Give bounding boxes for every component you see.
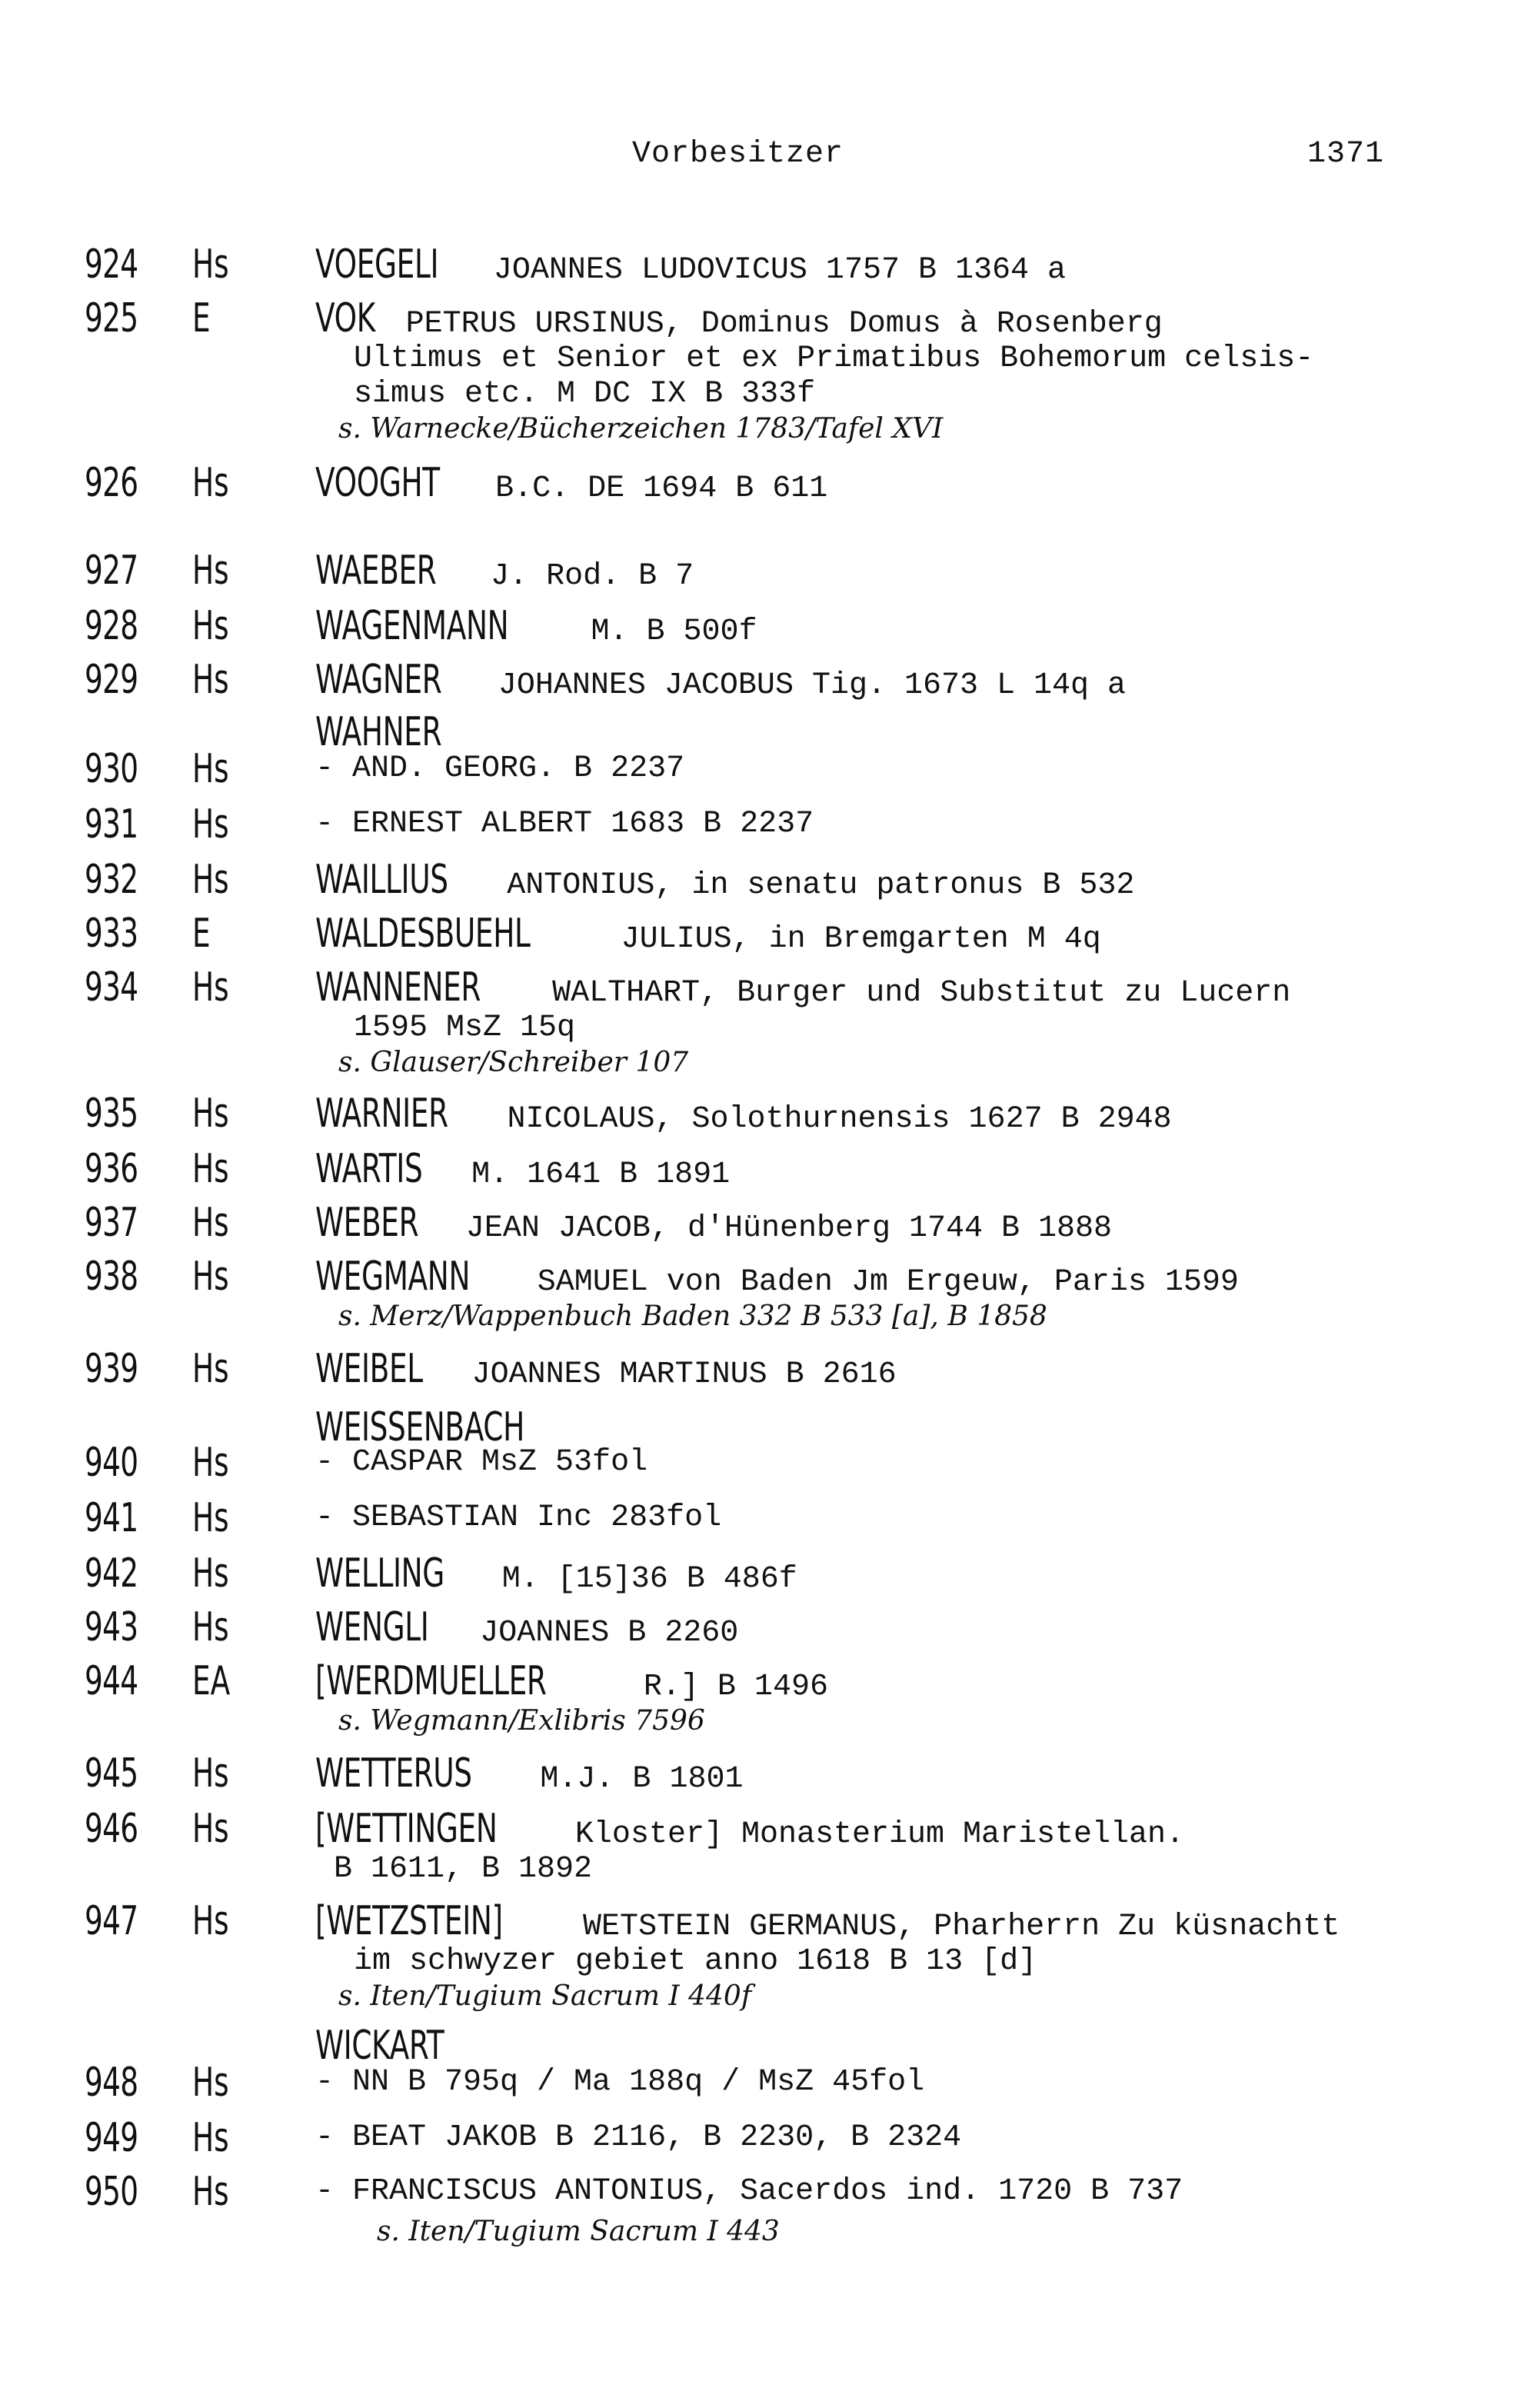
entry-type: Hs [192, 746, 229, 792]
owner-name: WARTIS [315, 1146, 423, 1192]
entry-number: 930 [85, 746, 138, 792]
owner-details: ANTONIUS, in senatu patronus B 532 [488, 868, 1135, 903]
owner-details: J. Rod. B 7 [472, 559, 694, 594]
entry-type: E [192, 911, 211, 957]
owner-name: WENGLI [315, 1604, 429, 1650]
owner-details: M. B 500f [572, 614, 757, 649]
entry-number: 940 [85, 1440, 138, 1486]
owner-details: JOANNES LUDOVICUS 1757 B 1364 a [474, 253, 1066, 288]
owner-name: WAGNER [315, 657, 442, 703]
entry-number: 935 [85, 1091, 138, 1137]
owner-details: - FRANCISCUS ANTONIUS, Sacerdos ind. 1720 B 737 [315, 2174, 1183, 2209]
reference-note: s. Wegmann/Exlibris 7596 [338, 1705, 705, 1737]
running-header-title: Vorbesitzer [632, 137, 844, 172]
entry-type: Hs [192, 1898, 229, 1944]
entry-type: Hs [192, 2169, 229, 2215]
entry-number: 939 [85, 1346, 138, 1392]
entry-number: 947 [85, 1898, 138, 1944]
owner-details: - BEAT JAKOB B 2116, B 2230, B 2324 [315, 2120, 962, 2155]
entry-type: Hs [192, 548, 229, 594]
entry-type: Hs [192, 1440, 229, 1486]
entry-type: Hs [192, 964, 229, 1011]
owner-details: JOHANNES JACOBUS Tig. 1673 L 14q a [479, 668, 1127, 703]
owner-name: WELLING [315, 1550, 444, 1597]
reference-note: s. Warnecke/Bücherzeichen 1783/Tafel XVI [338, 413, 944, 445]
entry-number: 948 [85, 2060, 138, 2106]
entry-type: E [192, 295, 211, 341]
entry-number: 929 [85, 657, 138, 703]
entry-type: Hs [192, 603, 229, 649]
continuation-line: B 1611, B 1892 [334, 1852, 593, 1887]
entry-type: Hs [192, 1091, 229, 1137]
entry-number: 938 [85, 1254, 138, 1300]
entry-number: 934 [85, 964, 138, 1011]
owner-details: - NN B 795q / Ma 188q / MsZ 45fol [315, 2065, 925, 2100]
owner-details: M.J. B 1801 [521, 1762, 744, 1797]
owner-name: WARNIER [315, 1091, 448, 1137]
reference-note: s. Merz/Wappenbuch Baden 332 B 533 [a], B 1858 [338, 1301, 1047, 1332]
entry-number: 945 [85, 1750, 138, 1797]
owner-details: WALTHART, Burger und Substitut zu Lucern [534, 976, 1291, 1011]
entry-type: Hs [192, 657, 229, 703]
entry-type: EA [192, 1658, 231, 1704]
entry-number: 946 [85, 1806, 138, 1852]
owner-name: WAILLIUS [315, 857, 448, 903]
owner-details: R.] B 1496 [624, 1670, 828, 1704]
entry-number: 932 [85, 857, 138, 903]
owner-details: - ERNEST ALBERT 1683 B 2237 [315, 807, 814, 841]
owner-details: Kloster] Monasterium Maristellan. [556, 1817, 1185, 1852]
entry-type: Hs [192, 1495, 229, 1541]
group-heading-weissenbach: WEISSENBACH [315, 1404, 524, 1450]
entry-number: 924 [85, 241, 138, 288]
entry-type: Hs [192, 1750, 229, 1797]
entry-number: 931 [85, 801, 138, 848]
owner-details: B.C. DE 1694 B 611 [477, 471, 828, 506]
owner-details: SAMUEL von Baden Jm Ergeuw, Paris 1599 [518, 1265, 1239, 1300]
owner-name: [WETZSTEIN] [315, 1898, 503, 1944]
owner-name: [WETTINGEN [315, 1806, 498, 1852]
owner-details: JOANNES B 2260 [461, 1616, 739, 1650]
owner-details: JULIUS, in Bremgarten M 4q [602, 922, 1101, 957]
owner-details: M. [15]36 B 486f [483, 1562, 797, 1597]
entry-number: 944 [85, 1658, 138, 1704]
reference-note: s. Glauser/Schreiber 107 [338, 1047, 689, 1078]
entry-number: 927 [85, 548, 138, 594]
owner-name: VOK [315, 295, 375, 341]
entry-type: Hs [192, 1254, 229, 1300]
entry-type: Hs [192, 801, 229, 848]
continuation-line: 1595 MsZ 15q [354, 1011, 576, 1045]
entry-type: Hs [192, 2060, 229, 2106]
owner-name: WEBER [315, 1200, 419, 1246]
owner-details: WETSTEIN GERMANUS, Pharherrn Zu küsnachtt [564, 1910, 1340, 1944]
continuation-line: Ultimus et Senior et ex Primatibus Bohemorum celsis- [354, 341, 1314, 376]
entry-number: 933 [85, 911, 138, 957]
owner-name: [WERDMUELLER [315, 1658, 547, 1704]
owner-name: WAEBER [315, 548, 437, 594]
entry-type: Hs [192, 1550, 229, 1597]
owner-details: JEAN JACOB, d'Hünenberg 1744 B 1888 [447, 1211, 1113, 1246]
owner-name: WEGMANN [315, 1254, 471, 1300]
owner-name: WAGENMANN [315, 603, 509, 649]
owner-name: WALDESBUEHL [315, 911, 531, 957]
owner-name: WETTERUS [315, 1750, 472, 1797]
owner-name: VOOGHT [315, 460, 440, 506]
owner-details: - CASPAR MsZ 53fol [315, 1445, 648, 1480]
owner-details: M. 1641 B 1891 [453, 1157, 731, 1192]
entry-number: 936 [85, 1146, 138, 1192]
entry-number: 925 [85, 295, 138, 341]
owner-name: WANNENER [315, 964, 481, 1011]
entry-number: 928 [85, 603, 138, 649]
entry-number: 949 [85, 2115, 138, 2161]
owner-details: - SEBASTIAN Inc 283fol [315, 1500, 722, 1535]
entry-type: Hs [192, 1346, 229, 1392]
entry-type: Hs [192, 1806, 229, 1852]
group-heading-wickart: WICKART [315, 2023, 444, 2069]
owner-name: VOEGELI [315, 241, 439, 288]
reference-note: s. Iten/Tugium Sacrum I 443 [377, 2216, 780, 2247]
entry-type: Hs [192, 857, 229, 903]
entry-number: 943 [85, 1604, 138, 1650]
entry-type: Hs [192, 460, 229, 506]
page-number: 1371 [1307, 137, 1385, 172]
continuation-line: simus etc. M DC IX B 333f [354, 377, 816, 411]
owner-details: JOANNES MARTINUS B 2616 [453, 1357, 897, 1392]
entry-type: Hs [192, 2115, 229, 2161]
owner-name: WEIBEL [315, 1346, 423, 1392]
continuation-line: im schwyzer gebiet anno 1618 B 13 [d] [354, 1944, 1037, 1979]
entry-number: 926 [85, 460, 138, 506]
reference-note: s. Iten/Tugium Sacrum I 440f [338, 1980, 752, 2012]
entry-number: 950 [85, 2169, 138, 2215]
entry-number: 937 [85, 1200, 138, 1246]
owner-details: - AND. GEORG. B 2237 [315, 751, 685, 786]
entry-type: Hs [192, 1146, 229, 1192]
owner-details: NICOLAUS, Solothurnensis 1627 B 2948 [488, 1102, 1172, 1137]
owner-details: PETRUS URSINUS, Dominus Domus à Rosenberg [387, 307, 1163, 341]
group-heading-wahner: WAHNER [315, 709, 442, 755]
entry-type: Hs [192, 1200, 229, 1246]
entry-type: Hs [192, 1604, 229, 1650]
entry-type: Hs [192, 241, 229, 288]
entry-number: 941 [85, 1495, 138, 1541]
entry-number: 942 [85, 1550, 138, 1597]
